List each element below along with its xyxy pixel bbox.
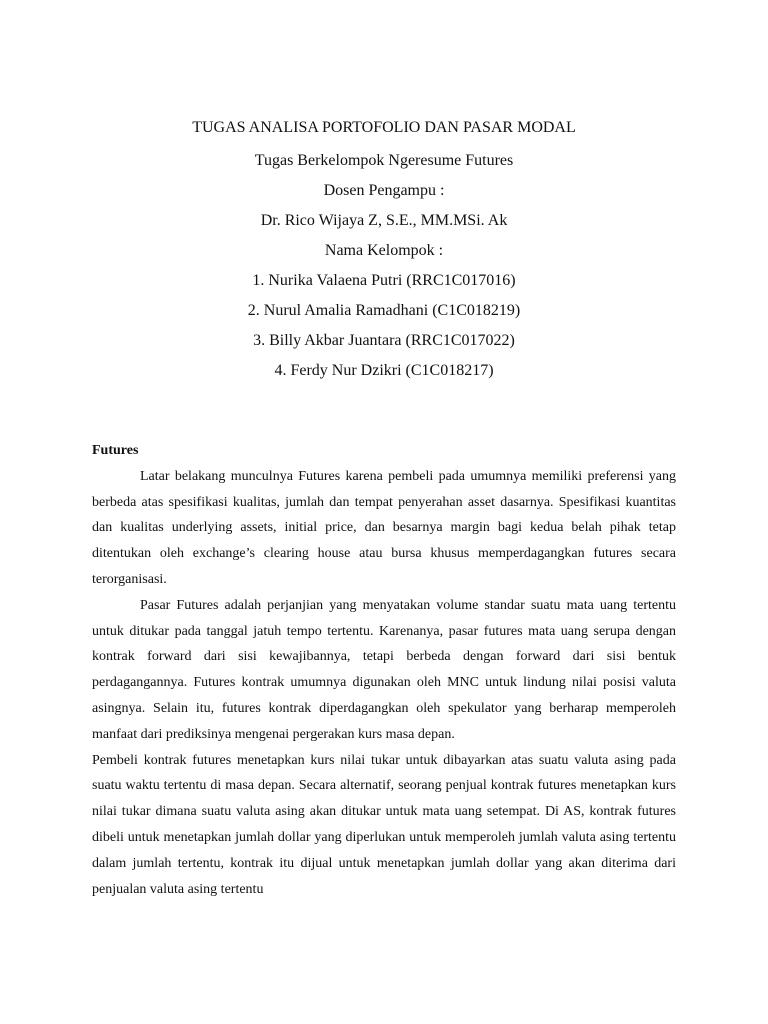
lecturer-label: Dosen Pengampu : [323,182,445,199]
document-header [0,118,768,386]
group-member-1: 1. Nurika Valaena Putri (RRC1C017016) [252,272,516,289]
document-title: TUGAS ANALISA PORTOFOLIO DAN PASAR MODAL [192,119,576,136]
group-member-4: 4. Ferdy Nur Dzikri (C1C018217) [274,362,494,379]
group-member-2: 2. Nurul Amalia Ramadhani (C1C018219) [247,302,521,319]
document-subtitle: Tugas Berkelompok Ngeresume Futures [254,152,514,169]
document-body [92,438,676,902]
paragraph-1: Latar belakang munculnya Futures karena pembeli pada umumnya memiliki preferensi yang berbeda atas spesifikasi kualitas, jumlah dan tempat penyerahan asset dasarnya. Spesifikasi kuantitas dan kualitas underlying assets, initial price, dan besarnya margin bagi kedua belah pihak tetap ditentukan oleh exchange’s clearing house atau bursa khusus memperdagangkan futures secara terorganisasi. [92,468,676,587]
group-member-3: 3. Billy Akbar Juantara (RRC1C017022) [253,332,515,349]
lecturer-name: Dr. Rico Wijaya Z, S.E., MM.MSi. Ak [260,212,508,229]
group-label: Nama Kelompok : [324,242,444,259]
paragraph-2: Pasar Futures adalah perjanjian yang menyatakan volume standar suatu mata uang tertentu untuk ditukar pada tanggal jatuh tempo tertentu. Karenanya, pasar futures mata uang serupa dengan kontrak forward dari sisi kewajibannya, tetapi berbeda dengan forward dari sisi bentuk perdagangannya. Futures kontrak umumnya digunakan oleh MNC untuk lindung nilai posisi valuta asingnya. Selain itu, futures kontrak diperdagangkan oleh spekulator yang berharap memperoleh manfaat dari prediksinya mengenai pergerakan kurs masa depan. [92,597,676,742]
section-heading: Futures [92,443,139,458]
paragraph-3: Pembeli kontrak futures menetapkan kurs nilai tukar untuk dibayarkan atas suatu valuta asing pada suatu waktu tertentu di masa depan. Secara alternatif, seorang penjual kontrak futures menetapkan kurs nilai tukar dimana suatu valuta asing akan ditukar untuk mata uang setempat. Di AS, kontrak futures dibeli untuk menetapkan jumlah dollar yang diperlukan untuk memperoleh jumlah valuta asing tertentu dalam jumlah tertentu, kontrak itu dijual untuk menetapkan jumlah dollar yang akan diterima dari penjualan valuta asing tertentu [92,752,676,897]
